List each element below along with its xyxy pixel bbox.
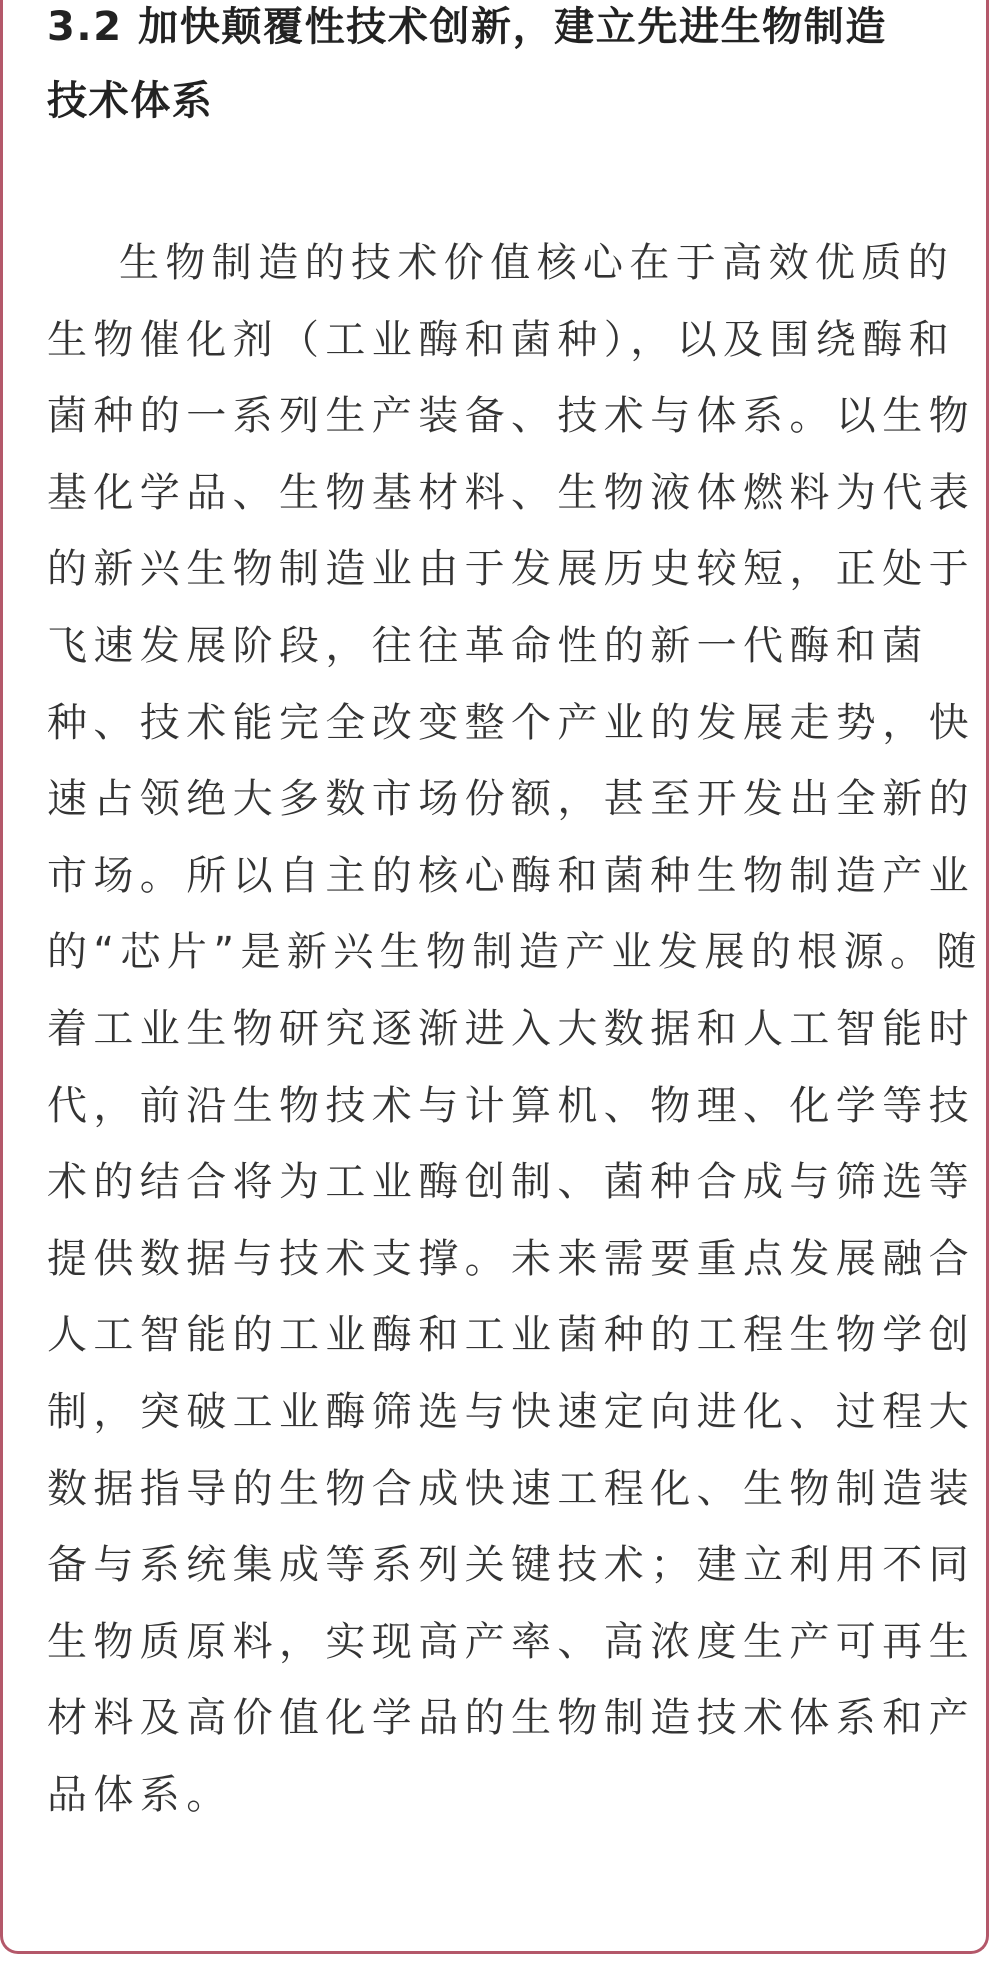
body-line: 着工业生物研究逐渐进入大数据和人工智能时: [47, 1005, 975, 1052]
heading-line: 3.2 加快颠覆性技术创新，建立先进生物制造: [47, 4, 887, 50]
body-line: 菌种的一系列生产装备、技术与体系。以生物: [47, 393, 975, 440]
body-line: 生物催化剂（工业酶和菌种），以及围绕酶和: [47, 316, 955, 363]
body-line: 备与系统集成等系列关键技术；建立利用不同: [47, 1542, 975, 1589]
body-line: 种、技术能完全改变整个产业的发展走势，快: [47, 699, 975, 746]
body-line: 数据指导的生物合成快速工程化、生物制造装: [47, 1465, 975, 1512]
body-paragraph: [47, 225, 983, 1833]
body-line: 生物制造的技术价值核心在于高效优质的: [119, 240, 955, 286]
body-line: 飞速发展阶段，往往革命性的新一代酶和菌: [47, 622, 929, 669]
body-line: 市场。所以自主的核心酶和菌种生物制造产业: [47, 852, 975, 899]
body-line: 制，突破工业酶筛选与快速定向进化、过程大: [47, 1388, 975, 1435]
heading-line: 技术体系: [47, 78, 214, 124]
section-heading: [47, 0, 967, 138]
body-line: 基化学品、生物基材料、生物液体燃料为代表: [47, 469, 975, 516]
body-line: 速占领绝大多数市场份额，甚至开发出全新的: [47, 776, 975, 823]
body-line: 人工智能的工业酶和工业菌种的工程生物学创: [47, 1312, 975, 1359]
body-line: 术的结合将为工业酶创制、菌种合成与筛选等: [47, 1159, 975, 1206]
body-line: 提供数据与技术支撑。未来需要重点发展融合: [47, 1235, 975, 1282]
body-line: 生物质原料，实现高产率、高浓度生产可再生: [47, 1618, 975, 1665]
body-line: 品体系。: [47, 1771, 233, 1818]
body-line: 材料及高价值化学品的生物制造技术体系和产: [47, 1695, 975, 1742]
body-line: 的新兴生物制造业由于发展历史较短，正处于: [47, 546, 975, 593]
body-line: 的“芯片”是新兴生物制造产业发展的根源。随: [47, 929, 983, 976]
body-line: 代，前沿生物技术与计算机、物理、化学等技: [47, 1082, 975, 1129]
